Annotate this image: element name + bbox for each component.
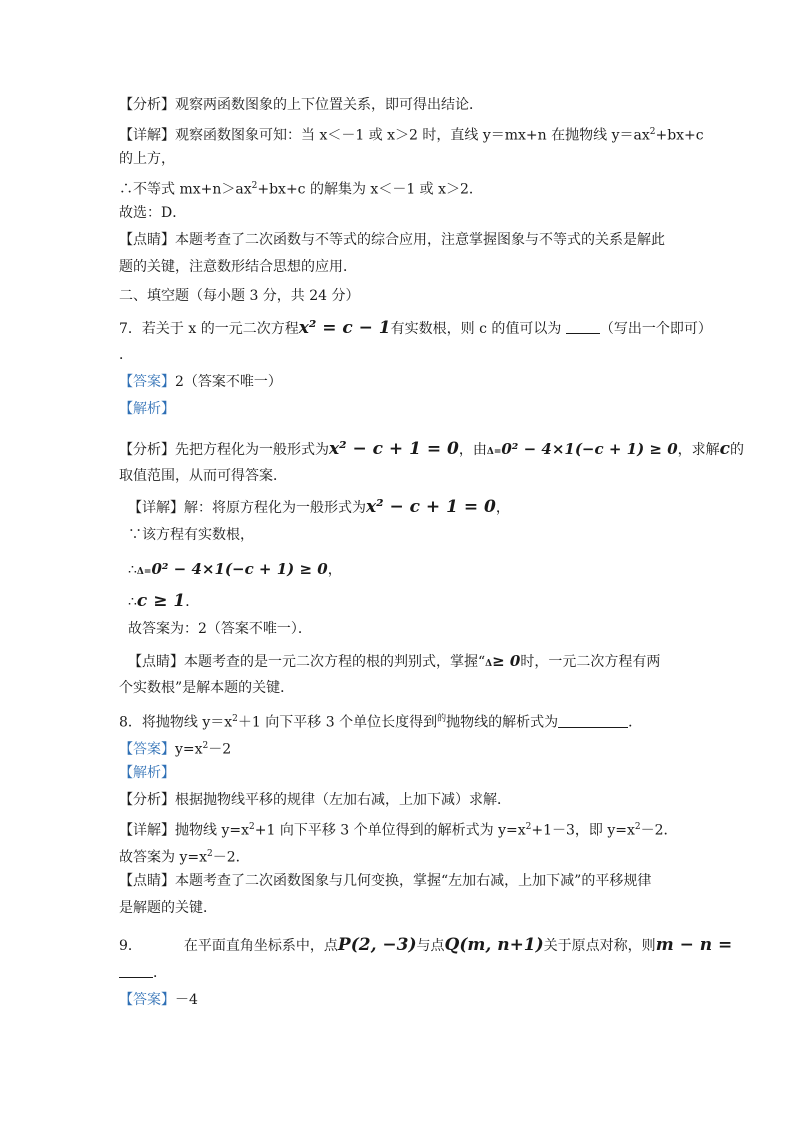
superscript: 2 bbox=[249, 822, 255, 832]
result-inequality: c ≥ 1 bbox=[136, 591, 186, 611]
comment-text: 本题考查的是一元二次方程的根的判别式，掌握“ bbox=[184, 654, 486, 670]
detail-text: +1 向下平移 3 个单位得到的解析式为 y=x bbox=[254, 822, 526, 839]
detail-tag: 【详解】 bbox=[119, 822, 175, 839]
comment-continuation bbox=[119, 258, 357, 276]
question-text: ＋1 向下平移 3 个单位长度得到 bbox=[237, 714, 438, 731]
superscript: 2 bbox=[525, 822, 532, 832]
analysis-text: 取值范围，从而可得答案． bbox=[119, 468, 287, 484]
detail-text: －2． bbox=[640, 822, 678, 839]
explanation-line bbox=[119, 400, 175, 418]
delta-icon: Δ bbox=[485, 659, 493, 669]
answer-blank bbox=[558, 715, 628, 728]
question-8 bbox=[119, 710, 642, 732]
answer-tag: 【答案】 bbox=[119, 992, 175, 1008]
analysis-line bbox=[119, 791, 511, 809]
detail-text-a: 观察函数图象可知：当 x＜－1 或 x＞2 时，直线 y＝mx+n 在抛物线 y＝ax bbox=[175, 127, 650, 144]
detail-text: 解：将原方程化为一般形式为 bbox=[184, 500, 366, 516]
comment-text: 题的关键，注意数形结合思想的应用． bbox=[119, 259, 357, 275]
comment-continuation bbox=[119, 899, 217, 917]
answer-text-b: －2 bbox=[208, 741, 232, 758]
comment-line bbox=[119, 872, 651, 890]
detail-text: ， bbox=[495, 500, 510, 516]
comment-text: 是解题的关键． bbox=[119, 900, 217, 916]
answer-line bbox=[119, 373, 282, 391]
answer-tag: 【答案】 bbox=[119, 374, 175, 390]
final-answer-text: 故答案为：2（答案不唯一）． bbox=[128, 621, 312, 637]
superscript: 2 bbox=[232, 714, 238, 724]
answer-text-a: y=x bbox=[175, 741, 203, 758]
question-9-blank-line bbox=[119, 964, 167, 982]
comment-line bbox=[128, 652, 660, 673]
analysis-text: 根据抛物线平移的规律（左加右减，上加下减）求解． bbox=[175, 792, 511, 808]
final-answer-text: 故答案为 y=x bbox=[119, 849, 207, 866]
choice-line bbox=[119, 204, 186, 222]
discriminant-inequality: Δ=0² − 4×1(−c + 1) ≥ 0 bbox=[136, 560, 328, 578]
therefore-symbol: ∴ bbox=[128, 594, 137, 610]
expression: m − n = bbox=[655, 935, 733, 955]
answer-blank bbox=[119, 965, 153, 978]
period: ． bbox=[185, 594, 200, 610]
step-text: ∵该方程有实数根， bbox=[128, 527, 254, 543]
comment-tag: 【点睛】 bbox=[128, 654, 184, 670]
question-text: 有实数根，则 c 的值可以为 bbox=[390, 321, 562, 337]
discriminant-inequality: Δ=0² − 4×1(−c + 1) ≥ 0 bbox=[486, 440, 678, 458]
analysis-tag: 【分析】 bbox=[119, 97, 175, 113]
therefore-symbol: ∴ bbox=[128, 562, 137, 578]
explanation-tag: 【解析】 bbox=[119, 401, 175, 417]
detail-text: 抛物线 y=x bbox=[175, 822, 249, 839]
detail-text: 的上方， bbox=[119, 151, 175, 167]
question-text: 与点 bbox=[416, 938, 445, 954]
detail-line bbox=[119, 123, 704, 145]
section-heading bbox=[119, 287, 360, 305]
superscript: 2 bbox=[207, 849, 213, 859]
analysis-text: ，由 bbox=[458, 442, 487, 458]
answer-text: 2（答案不唯一） bbox=[175, 374, 282, 390]
inequality-text-a: ∴不等式 mx+n＞ax bbox=[119, 181, 252, 198]
explanation-line bbox=[119, 764, 175, 782]
superscript-char: 的 bbox=[437, 714, 447, 724]
final-answer-text: －2． bbox=[212, 849, 250, 866]
step-line bbox=[128, 526, 254, 544]
analysis-text: ，求解 bbox=[677, 442, 720, 458]
equation: x² − c + 1 = 0 bbox=[366, 497, 496, 517]
question-text: 7．若关于 x 的一元二次方程 bbox=[119, 321, 299, 337]
comment-text: 本题考查了二次函数图象与几何变换，掌握“左加右减，上加下减”的平移规律 bbox=[175, 873, 652, 889]
delta-icon: Δ= bbox=[136, 567, 152, 577]
equation: x² − c + 1 = 0 bbox=[329, 439, 459, 459]
section-heading-text: 二、填空题（每小题 3 分，共 24 分） bbox=[119, 288, 360, 304]
point-p: P(2, −3) bbox=[337, 935, 417, 955]
final-answer-line bbox=[128, 620, 312, 638]
analysis-line bbox=[119, 440, 744, 461]
answer-blank bbox=[566, 321, 600, 334]
question-text: 关于原点对称，则 bbox=[543, 938, 656, 954]
step-line bbox=[128, 592, 199, 611]
inequality-line bbox=[119, 177, 483, 199]
comment-line bbox=[119, 231, 665, 249]
comment-text: 本题考查了二次函数与不等式的综合应用，注意掌握图象与不等式的关系是解此 bbox=[175, 232, 665, 248]
choice-text: 故选：D． bbox=[119, 205, 187, 221]
analysis-tag: 【分析】 bbox=[119, 792, 175, 808]
comment-continuation bbox=[119, 679, 294, 697]
detail-tag: 【详解】 bbox=[128, 500, 184, 516]
comment-text: 时，一元二次方程有两 bbox=[520, 654, 661, 670]
detail-text: +1－3，即 y=x bbox=[531, 822, 635, 839]
question-text: 抛物线的解析式为 bbox=[446, 714, 559, 731]
equation: x² = c − 1 bbox=[298, 318, 391, 338]
superscript: 2 bbox=[251, 181, 258, 191]
answer-tag: 【答案】 bbox=[119, 741, 175, 758]
variable: c bbox=[719, 439, 730, 459]
comment-tag: 【点睛】 bbox=[119, 873, 175, 889]
period: ． bbox=[153, 965, 167, 981]
step-line bbox=[128, 560, 342, 581]
detail-text-b: +bx+c bbox=[655, 127, 704, 144]
answer-line bbox=[119, 991, 198, 1009]
detail-line bbox=[128, 498, 510, 517]
final-answer-line bbox=[119, 845, 250, 867]
detail-continuation bbox=[119, 150, 175, 168]
analysis-tag: 【分析】 bbox=[119, 442, 175, 458]
inequality-text-b: +bx+c 的解集为 x＜－1 或 x＞2． bbox=[257, 181, 483, 198]
discriminant-condition: Δ≥ 0 bbox=[485, 652, 521, 670]
analysis-continuation bbox=[119, 467, 287, 485]
period: ． bbox=[119, 347, 133, 363]
comment-tag: 【点睛】 bbox=[119, 232, 175, 248]
superscript: 2 bbox=[202, 741, 209, 751]
question-text: 8．将抛物线 y＝x bbox=[119, 714, 233, 731]
answer-line bbox=[119, 737, 231, 759]
analysis-line bbox=[119, 96, 483, 114]
question-7-period bbox=[119, 346, 133, 364]
question-7 bbox=[119, 319, 712, 338]
analysis-text: 先把方程化为一般形式为 bbox=[175, 442, 329, 458]
superscript: 2 bbox=[649, 127, 656, 137]
delta-icon: Δ= bbox=[486, 447, 502, 457]
question-text: 在平面直角坐标系中，点 bbox=[183, 938, 338, 954]
period: ． bbox=[628, 714, 643, 731]
point-q: Q(m, n+1) bbox=[444, 935, 544, 955]
question-text: （写出一个即可） bbox=[599, 321, 712, 337]
explanation-tag: 【解析】 bbox=[119, 765, 175, 781]
analysis-text: 的 bbox=[730, 442, 744, 458]
detail-tag: 【详解】 bbox=[119, 127, 175, 144]
question-9 bbox=[119, 936, 732, 955]
detail-line bbox=[119, 818, 678, 840]
analysis-text: 观察两函数图象的上下位置关系，即可得出结论． bbox=[175, 97, 483, 113]
comma: ， bbox=[327, 562, 342, 578]
superscript: 2 bbox=[634, 822, 641, 832]
answer-text: －4 bbox=[175, 992, 198, 1008]
comment-text: 个实数根”是解本题的关键． bbox=[119, 680, 295, 696]
question-number: 9． bbox=[119, 938, 142, 954]
